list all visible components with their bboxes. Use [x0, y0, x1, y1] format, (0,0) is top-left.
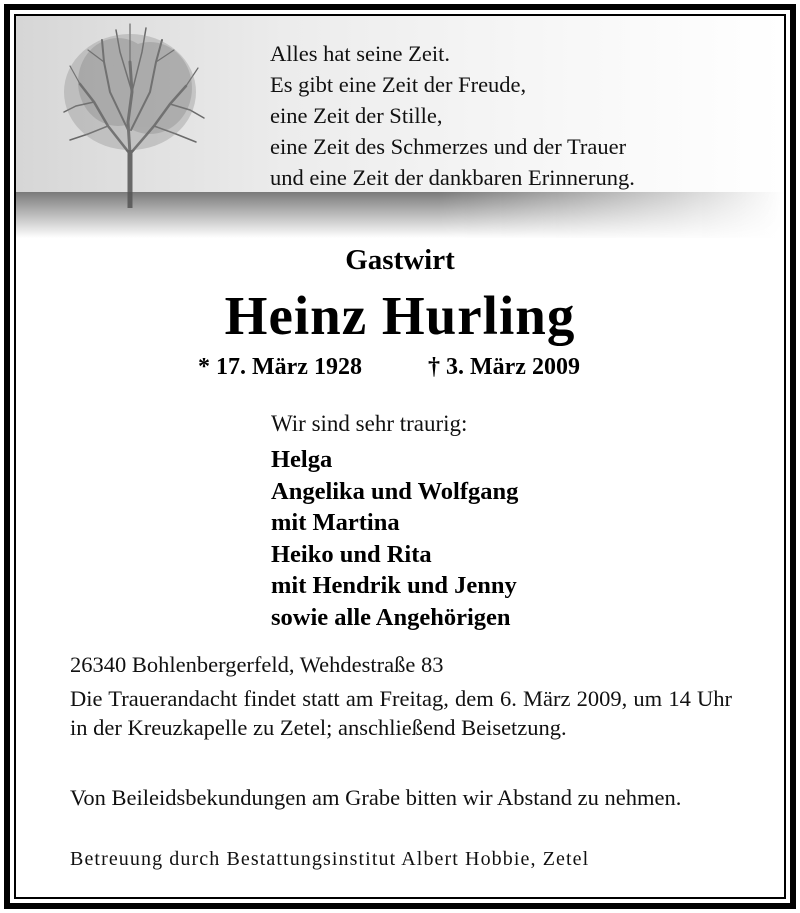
mourners-intro: Wir sind sehr traurig: — [271, 411, 468, 436]
mourner-name: mit Hendrik und Jenny — [271, 572, 517, 599]
birth-date: * 17. März 1928 — [198, 354, 362, 380]
mourner-name: mit Martina — [271, 509, 400, 536]
address: 26340 Bohlenbergerfeld, Wehdestraße 83 — [70, 652, 444, 677]
poem-line: Alles hat seine Zeit. — [270, 41, 450, 66]
deceased-role: Gastwirt — [345, 244, 455, 276]
mourner-name: Angelika und Wolfgang — [271, 477, 519, 505]
tree-icon — [58, 22, 208, 208]
mourner-name: Helga — [271, 446, 333, 473]
poem — [270, 38, 635, 193]
poem-line: und eine Zeit der dankbaren Erinnerung. — [270, 165, 635, 190]
mourner-name: Heiko und Rita — [271, 540, 432, 568]
mourners-list — [271, 444, 518, 633]
condolence-note: Von Beileidsbekundungen am Grabe bitten wir Abstand zu nehmen. — [70, 785, 682, 810]
mourner-name: sowie alle Angehörigen — [271, 603, 511, 631]
obituary-notice — [14, 14, 786, 899]
poem-line: eine Zeit der Stille, — [270, 103, 443, 128]
poem-line: Es gibt eine Zeit der Freude, — [270, 72, 527, 97]
undertaker-credit: Betreuung durch Bestattungsinstitut Albert Hobbie, Zetel — [70, 848, 590, 870]
service-info: Die Trauerandacht findet statt am Freitag, dem 6. März 2009, um 14 Uhr in der Kreuzkapelle zu Zetel; anschließend Beisetzung. — [70, 686, 732, 740]
death-date: † 3. März 2009 — [428, 354, 580, 380]
deceased-name: Heinz Hurling — [224, 285, 576, 346]
poem-line: eine Zeit des Schmerzes und der Trauer — [270, 134, 627, 159]
